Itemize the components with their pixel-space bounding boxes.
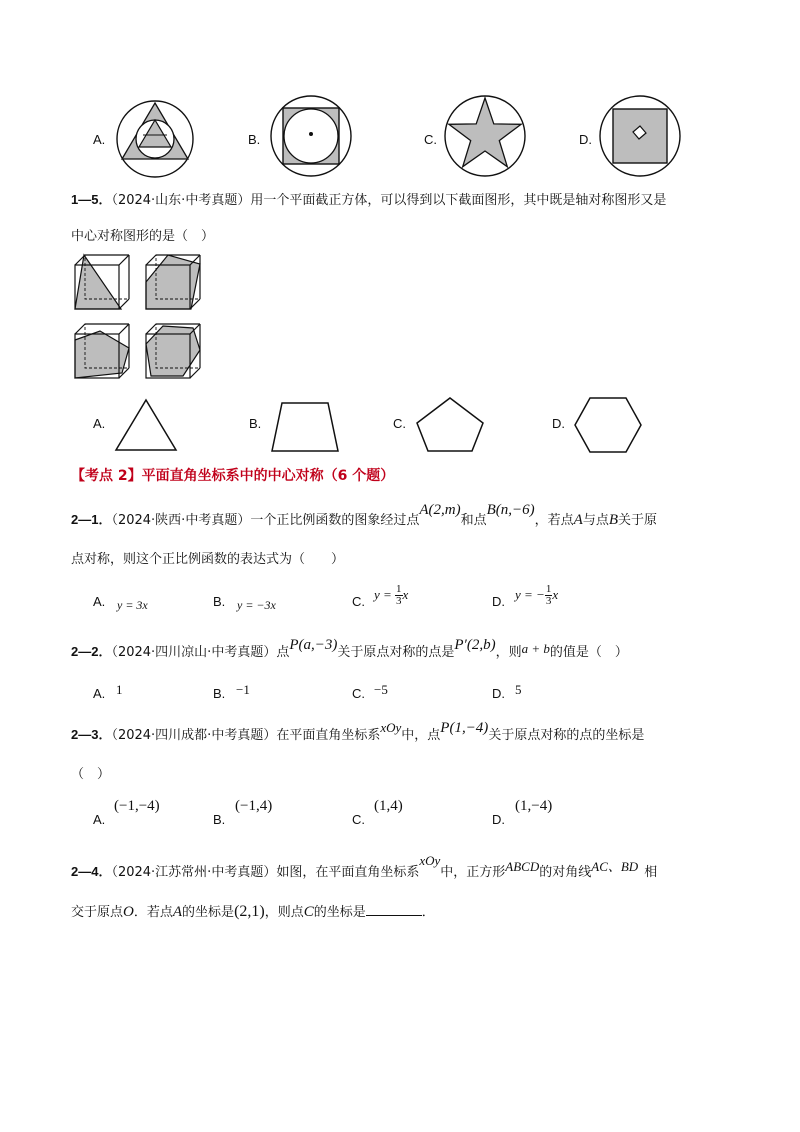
q2-1-stem-line1	[71, 502, 658, 531]
q2-1-number: 2—1．	[71, 512, 112, 527]
q2-4-stem2-b: ．若点	[133, 905, 173, 920]
q2-1-stem-e: 关于原	[618, 513, 658, 528]
q2-4-number: 2—4．	[71, 864, 112, 879]
q2-3-stem-line2: （ ）	[71, 767, 111, 782]
q1-5-option-b-label: B.	[249, 416, 262, 431]
q2-2-option-a-label: A.	[93, 686, 106, 701]
q2-1-answer-d	[515, 584, 558, 607]
option-trapezoid-shape	[270, 400, 340, 456]
point-p-prime-expr: P′(2,b)	[454, 637, 496, 653]
q2-4-stem-line2	[71, 902, 435, 923]
cube-section-figure-2	[143, 252, 207, 316]
q1-5-option-c-label: C.	[393, 416, 406, 431]
q2-3-stem-c: 关于原点对称的点的坐标是	[488, 728, 645, 743]
q2-3-option-b-label: B.	[213, 812, 226, 827]
q2-2-stem-d: 的值是（ ）	[549, 645, 628, 660]
q2-1-answer-c-lhs: y =	[374, 587, 396, 602]
q1-5-stem-line1	[71, 190, 666, 211]
q2-4-stem-line1	[71, 853, 658, 883]
q2-4-stem-b: 中，正方形	[440, 865, 506, 880]
section-title: 【考点 2】平面直角坐标系中的中心对称（6 个题）	[71, 468, 395, 484]
answer-blank[interactable]	[366, 903, 422, 916]
q2-1-option-d-label: D.	[492, 594, 505, 609]
q2-3-stem-b: 中，点	[401, 728, 441, 743]
q2-2-answer-c: −5	[374, 682, 388, 697]
q2-2-stem-a: （2024·四川凉山·中考真题）点	[111, 645, 290, 660]
q1-5-stem-line2: 中心对称图形的是（ ）	[71, 229, 215, 244]
var-x: x	[402, 587, 409, 602]
q2-3-answer-d: (1,−4)	[515, 798, 553, 814]
diagonals-expr: AC、BD	[591, 859, 639, 874]
q2-1-stem-a: （2024·陕西·中考真题）一个正比例函数的图象经过点	[111, 513, 420, 528]
square-name-expr: ABCD	[505, 859, 540, 874]
cube-section-figure-4	[143, 318, 207, 382]
frac-num: 1	[396, 583, 402, 595]
q2-4-stem-a: （2024·江苏常州·中考真题）如图，在平面直角坐标系	[111, 865, 420, 880]
fraction-one-third	[395, 584, 403, 607]
q1-5-option-a-label: A.	[93, 416, 106, 431]
q2-1-option-b-label: B.	[213, 594, 226, 609]
q2-3-number: 2—3．	[71, 727, 112, 742]
option-d-label: D.	[579, 132, 592, 147]
q2-3-option-a-label: A.	[93, 812, 106, 827]
figure-circle-square-diamond	[600, 96, 680, 176]
point-b-expr: B(n,−6)	[486, 502, 535, 518]
option-pentagon-shape	[414, 396, 486, 454]
figure-circle-triangle	[115, 99, 195, 179]
q1-5-option-d-label: D.	[552, 416, 565, 431]
option-hexagon-shape	[572, 396, 644, 454]
point-a-coord: (2,1)	[234, 903, 265, 920]
var-x: x	[552, 587, 559, 602]
figure-circle-star	[445, 96, 525, 176]
q2-1-stem-d: 与点	[582, 513, 609, 528]
var-a: A	[573, 512, 583, 528]
q2-4-stem-c: 的对角线	[539, 865, 592, 880]
q2-2-number: 2—2．	[71, 644, 112, 659]
point-c: C	[303, 904, 314, 920]
sum-expr: a + b	[521, 641, 550, 656]
option-c-label: C.	[424, 132, 437, 147]
frac-den: 3	[396, 595, 402, 607]
q1-5-number: 1—5．	[71, 192, 112, 207]
option-a-label: A.	[93, 132, 106, 147]
q2-1-option-c-label: C.	[352, 594, 365, 609]
coord-system-expr: xOy	[380, 720, 402, 735]
q2-2-option-d-label: D.	[492, 686, 505, 701]
q2-3-option-d-label: D.	[492, 812, 505, 827]
coord-system-expr: xOy	[419, 853, 441, 868]
q2-1-answer-d-lhs: y = −	[515, 587, 545, 602]
q2-3-stem-a: （2024·四川成都·中考真题）在平面直角坐标系	[111, 728, 381, 743]
q2-4-end: ．	[421, 905, 435, 920]
q2-1-option-a-label: A.	[93, 594, 106, 609]
q2-1-stem-b: 和点	[460, 513, 487, 528]
q2-2-answer-d: 5	[515, 682, 522, 697]
option-b-label: B.	[248, 132, 261, 147]
cube-section-figure-3	[72, 318, 136, 382]
q2-4-stem2-a: 交于原点	[71, 905, 124, 920]
frac-den: 3	[545, 595, 552, 607]
figure-square-circle	[271, 96, 351, 176]
q2-2-answer-a: 1	[116, 682, 123, 697]
q2-1-answer-a: y = 3x	[117, 598, 148, 612]
frac-num: 1	[545, 583, 552, 595]
q2-2-stem-b: 关于原点对称的点是	[337, 645, 455, 660]
origin-o: O	[123, 904, 134, 920]
option-triangle-shape	[114, 398, 178, 454]
q2-1-stem-c: ，若点	[534, 513, 574, 528]
q2-4-stem2-e: 的坐标是	[313, 905, 366, 920]
q2-1-stem-line2: 点对称，则这个正比例函数的表达式为（ ）	[71, 552, 345, 567]
point-a: A	[172, 904, 183, 920]
q2-3-answer-a: (−1,−4)	[114, 798, 160, 814]
q2-2-stem-c: ，则	[495, 645, 522, 660]
q2-3-answer-b: (−1,4)	[235, 798, 273, 814]
var-b: B	[608, 512, 618, 528]
q2-4-stem2-d: ，则点	[264, 905, 304, 920]
q2-2-option-b-label: B.	[213, 686, 226, 701]
q2-1-answer-b: y = −3x	[237, 598, 276, 612]
point-p-expr: P(1,−4)	[440, 720, 489, 736]
q2-4-stem-d: 相	[644, 865, 658, 880]
q2-3-option-c-label: C.	[352, 812, 365, 827]
q2-1-answer-c	[374, 584, 408, 607]
q2-3-stem-line1	[71, 720, 645, 746]
q2-4-stem2-c: 的坐标是	[182, 905, 235, 920]
cube-section-figure-1	[72, 252, 136, 316]
q2-2-answer-b: −1	[236, 682, 250, 697]
point-a-expr: A(2,m)	[419, 502, 461, 518]
q2-2-stem	[71, 637, 628, 663]
q2-3-answer-c: (1,4)	[374, 798, 403, 814]
point-p-expr: P(a,−3)	[289, 637, 338, 653]
q2-2-option-c-label: C.	[352, 686, 365, 701]
q1-5-stem: （2024·山东·中考真题）用一个平面截正方体，可以得到以下截面图形，其中既是轴对称图形又是	[111, 193, 667, 208]
